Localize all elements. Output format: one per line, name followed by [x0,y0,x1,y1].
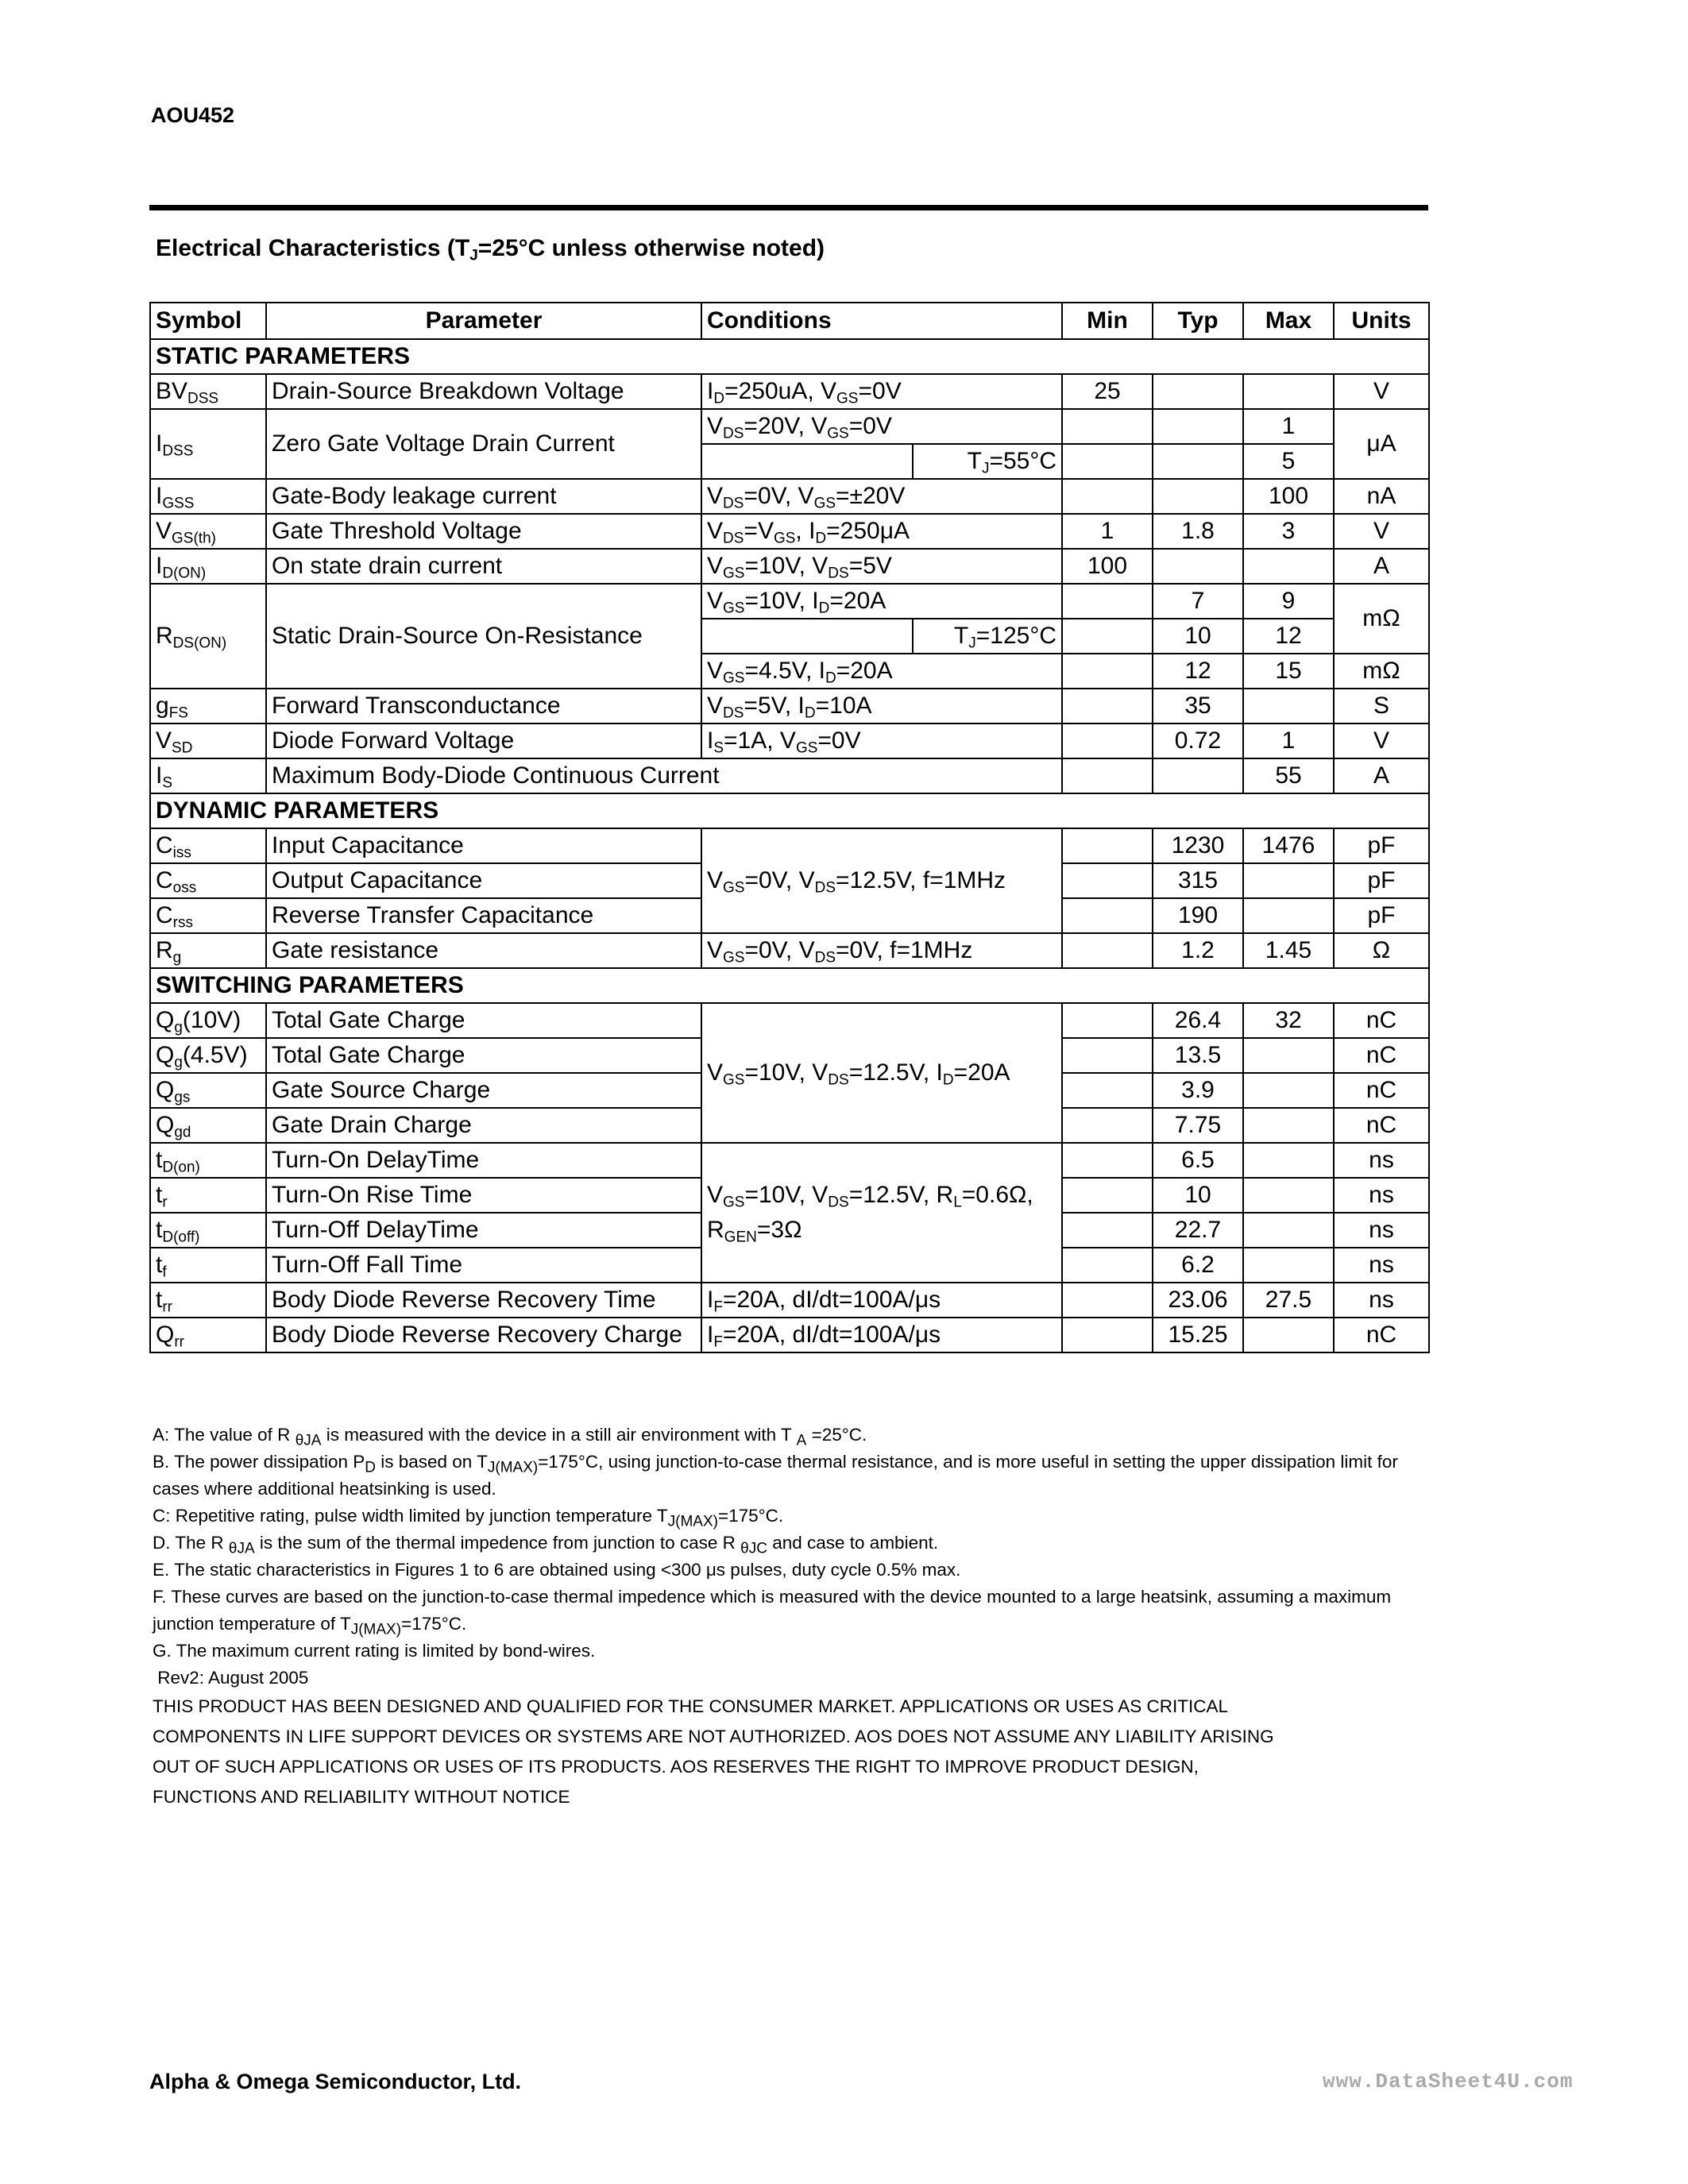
max-cell: 1 [1243,409,1334,444]
condition-cell: $I_F=20A$, dI/dt=100A/μs [701,1283,1062,1318]
section-switching: SWITCHING PARAMETERS [150,968,1429,1003]
condition-cell: $V_{GS}=10V$, $I_D=20A$ [701,584,1062,619]
min-cell [1062,1248,1153,1283]
footnote: A: The value of R $_{\theta JA}$ is measured with the device in a still air environment with T $_A$ =25°C. [153,1425,867,1449]
units-cell: nC [1334,1318,1429,1352]
parameter-cell: Total Gate Charge [266,1038,701,1073]
typ-cell: 6.5 [1153,1143,1243,1178]
disclaimer-line: THIS PRODUCT HAS BEEN DESIGNED AND QUALIFIED FOR THE CONSUMER MARKET. APPLICATIONS OR USES AS CRITICAL [153,1696,1228,1716]
max-cell [1243,1108,1334,1143]
parameter-cell: Gate Source Charge [266,1073,701,1108]
table-row [150,689,1429,723]
condition-cell [701,619,1062,654]
min-cell [1062,1283,1153,1318]
min-cell: 1 [1062,514,1153,549]
parameter-cell: Total Gate Charge [266,1003,701,1038]
min-cell [1062,1073,1153,1108]
max-cell: 3 [1243,514,1334,549]
parameter-cell: Zero Gate Voltage Drain Current [266,409,701,479]
header-units: Units [1334,303,1429,339]
max-cell [1243,863,1334,898]
typ-cell: 7.75 [1153,1108,1243,1143]
symbol-cell: $Q_{rr}$ [150,1318,266,1352]
footnote: E. The static characteristics in Figures 1 to 6 are obtained using <300 μs pulses, duty cycle 0.5% max. [153,1560,961,1580]
typ-cell: 1230 [1153,828,1243,863]
units-cell: μA [1334,409,1429,479]
max-cell: 1476 [1243,828,1334,863]
table-row [150,1003,1429,1038]
max-cell: 9 [1243,584,1334,619]
disclaimer-line: FUNCTIONS AND RELIABILITY WITHOUT NOTICE [153,1787,570,1807]
symbol-cell: $t_f$ [150,1248,266,1283]
symbol-cell: $V_{GS(th)}$ [150,514,266,549]
section-title-sub: J [469,247,478,264]
table-row [150,1283,1429,1318]
symbol-cell: $t_{rr}$ [150,1283,266,1318]
typ-cell: 315 [1153,863,1243,898]
max-cell [1243,1073,1334,1108]
units-cell: nA [1334,479,1429,514]
company-name: Alpha & Omega Semiconductor, Ltd. [149,2070,522,2093]
symbol-cell: $Q_{gd}$ [150,1108,266,1143]
footnote: F. These curves are based on the junction-to-case thermal impedence which is measured with the device mounted to a large heatsink, assuming a maximum junction temperature of $T_{J(MAX)}=175^\circ C$. [153,1587,1392,1638]
symbol-cell: $Q_g(10V)$ [150,1003,266,1038]
min-cell [1062,1143,1153,1178]
footnotes [153,1422,1423,1812]
parameter-cell: Turn-Off DelayTime [266,1213,701,1248]
typ-cell: 23.06 [1153,1283,1243,1318]
units-cell: pF [1334,898,1429,933]
units-cell: nC [1334,1108,1429,1143]
units-cell: ns [1334,1283,1429,1318]
symbol-cell: $R_g$ [150,933,266,968]
max-cell: 100 [1243,479,1334,514]
parameter-cell: Gate Drain Charge [266,1108,701,1143]
max-cell: 15 [1243,654,1334,689]
min-cell [1062,828,1153,863]
units-cell: mΩ [1334,654,1429,689]
condition-subcell: $T_J=55^\circ C$ [912,445,1061,478]
units-cell: V [1334,514,1429,549]
min-cell: 100 [1062,549,1153,584]
section-title-prefix: Electrical Characteristics (T [156,235,470,261]
parameter-cell: On state drain current [266,549,701,584]
typ-cell: 10 [1153,1178,1243,1213]
parameter-cell: Turn-Off Fall Time [266,1248,701,1283]
section-title-suffix: =25°C unless otherwise noted) [477,235,825,261]
min-cell [1062,1213,1153,1248]
symbol-cell: $C_{oss}$ [150,863,266,898]
symbol-cell: $g_{FS}$ [150,689,266,723]
units-cell: ns [1334,1248,1429,1283]
parameter-cell: Output Capacitance [266,863,701,898]
symbol-cell: $t_{D(on)}$ [150,1143,266,1178]
table-row [150,933,1429,968]
typ-cell: 10 [1153,619,1243,654]
units-cell: V [1334,723,1429,758]
parameter-cell: Forward Transconductance [266,689,701,723]
parameter-cell: Input Capacitance [266,828,701,863]
units-cell: S [1334,689,1429,723]
min-cell [1062,654,1153,689]
header-typ: Typ [1153,303,1243,339]
condition-cell [701,444,1062,479]
footnote: C: Repetitive rating, pulse width limited by junction temperature $T_{J(MAX)}=175^\circ C$. [153,1506,784,1530]
footnote: B. The power dissipation $P_D$ is based on $T_{J(MAX)}=175^\circ C$, using junction-to-case thermal resistance, and is more useful in setting the upper dissipation limit for cases where additional heatsinking is used. [153,1452,1398,1499]
condition-cell: $V_{GS}=10V$, $V_{DS}=12.5V$, $R_L=0.6\Omega$, $R_{GEN}=3\Omega$ [701,1143,1062,1283]
symbol-cell: $V_{SD}$ [150,723,266,758]
units-cell: mΩ [1334,584,1429,654]
typ-cell: 1.2 [1153,933,1243,968]
header-min: Min [1062,303,1153,339]
condition-cell: $V_{GS}=10V$, $V_{DS}=5V$ [701,549,1062,584]
parameter-cell: Diode Forward Voltage [266,723,701,758]
symbol-cell: $I_S$ [150,758,266,793]
symbol-cell: $C_{rss}$ [150,898,266,933]
max-cell: 5 [1243,444,1334,479]
condition-cell: $V_{DS}=V_{GS}$, $I_D=250\mu A$ [701,514,1062,549]
typ-cell: 12 [1153,654,1243,689]
min-cell [1062,1003,1153,1038]
symbol-cell: $BV_{DSS}$ [150,374,266,409]
symbol-cell: $t_{D(off)}$ [150,1213,266,1248]
typ-cell [1153,374,1243,409]
units-cell: A [1334,549,1429,584]
units-cell: nC [1334,1003,1429,1038]
max-cell [1243,689,1334,723]
disclaimer-line: COMPONENTS IN LIFE SUPPORT DEVICES OR SYSTEMS ARE NOT AUTHORIZED. AOS DOES NOT ASSUME ANY LIABILITY ARISING [153,1727,1274,1746]
header-parameter: Parameter [266,303,701,339]
typ-cell: 13.5 [1153,1038,1243,1073]
parameter-cell: Drain-Source Breakdown Voltage [266,374,701,409]
units-cell: ns [1334,1178,1429,1213]
condition-cell: $V_{GS}=10V$, $V_{DS}=12.5V$, $I_D=20A$ [701,1003,1062,1143]
typ-cell [1153,758,1243,793]
min-cell [1062,444,1153,479]
typ-cell: 0.72 [1153,723,1243,758]
max-cell: 32 [1243,1003,1334,1038]
parameter-cell: Gate-Body leakage current [266,479,701,514]
max-cell [1243,1038,1334,1073]
parameter-cell: Reverse Transfer Capacitance [266,898,701,933]
section-static: STATIC PARAMETERS [150,339,1429,374]
max-cell: 55 [1243,758,1334,793]
units-cell: pF [1334,828,1429,863]
max-cell: 27.5 [1243,1283,1334,1318]
typ-cell: 7 [1153,584,1243,619]
max-cell: 1 [1243,723,1334,758]
header-max: Max [1243,303,1334,339]
max-cell [1243,898,1334,933]
symbol-cell: $I_{D(ON)}$ [150,549,266,584]
typ-cell: 1.8 [1153,514,1243,549]
symbol-cell: $Q_{gs}$ [150,1073,266,1108]
table-row [150,374,1429,409]
symbol-cell: $I_{DSS}$ [150,409,266,479]
parameter-cell: Maximum Body-Diode Continuous Current [266,758,1062,793]
table-row [150,584,1429,619]
parameter-cell: Body Diode Reverse Recovery Charge [266,1318,701,1352]
max-cell [1243,1248,1334,1283]
symbol-cell: $I_{GSS}$ [150,479,266,514]
condition-cell: $I_F=20A$, dI/dt=100A/μs [701,1318,1062,1352]
part-number: AOU452 [151,103,235,127]
table-row [150,479,1429,514]
typ-cell: 6.2 [1153,1248,1243,1283]
condition-cell: $V_{GS}=4.5V$, $I_D=20A$ [701,654,1062,689]
max-cell [1243,1318,1334,1352]
parameter-cell: Gate resistance [266,933,701,968]
condition-cell: $V_{GS}=0V$, $V_{DS}=0V$, f=1MHz [701,933,1062,968]
typ-cell [1153,444,1243,479]
max-cell [1243,549,1334,584]
units-cell: A [1334,758,1429,793]
table-row [150,758,1429,793]
parameter-cell: Body Diode Reverse Recovery Time [266,1283,701,1318]
revision-note: Rev2: August 2005 [153,1668,309,1688]
min-cell [1062,1318,1153,1352]
electrical-characteristics-table [149,302,1430,1353]
min-cell [1062,933,1153,968]
min-cell [1062,584,1153,619]
table-row [150,1318,1429,1352]
section-dynamic: DYNAMIC PARAMETERS [150,793,1429,828]
min-cell [1062,689,1153,723]
symbol-cell: $R_{DS(ON)}$ [150,584,266,689]
table-row [150,514,1429,549]
units-cell: pF [1334,863,1429,898]
typ-cell: 35 [1153,689,1243,723]
table-row [150,723,1429,758]
parameter-cell: Gate Threshold Voltage [266,514,701,549]
min-cell [1062,758,1153,793]
min-cell [1062,1178,1153,1213]
condition-cell: $V_{DS}=20V$, $V_{GS}=0V$ [701,409,1062,444]
condition-cell: $I_D=250uA$, $V_{GS}=0V$ [701,374,1062,409]
max-cell [1243,374,1334,409]
section-title [156,235,825,262]
table-row [150,549,1429,584]
typ-cell [1153,549,1243,584]
condition-subcell: $T_J=125^\circ C$ [912,619,1061,653]
typ-cell: 15.25 [1153,1318,1243,1352]
symbol-cell: $t_r$ [150,1178,266,1213]
max-cell: 12 [1243,619,1334,654]
condition-cell: $V_{DS}=0V$, $V_{GS}=\pm 20V$ [701,479,1062,514]
typ-cell: 22.7 [1153,1213,1243,1248]
header-symbol: Symbol [150,303,266,339]
max-cell [1243,1213,1334,1248]
typ-cell [1153,409,1243,444]
typ-cell [1153,479,1243,514]
typ-cell: 190 [1153,898,1243,933]
min-cell: 25 [1062,374,1153,409]
typ-cell: 26.4 [1153,1003,1243,1038]
units-cell: nC [1334,1038,1429,1073]
header-conditions: Conditions [701,303,1062,339]
condition-cell: $V_{DS}=5V$, $I_D=10A$ [701,689,1062,723]
units-cell: nC [1334,1073,1429,1108]
table-row [150,1143,1429,1178]
symbol-cell: $C_{iss}$ [150,828,266,863]
condition-cell: $V_{GS}=0V$, $V_{DS}=12.5V$, f=1MHz [701,828,1062,933]
min-cell [1062,619,1153,654]
min-cell [1062,409,1153,444]
max-cell: 1.45 [1243,933,1334,968]
table-row [150,828,1429,863]
parameter-cell: Static Drain-Source On-Resistance [266,584,701,689]
units-cell: Ω [1334,933,1429,968]
units-cell: ns [1334,1213,1429,1248]
max-cell [1243,1143,1334,1178]
disclaimer-line: OUT OF SUCH APPLICATIONS OR USES OF ITS PRODUCTS. AOS RESERVES THE RIGHT TO IMPROVE PRODUCT DESIGN, [153,1757,1199,1777]
symbol-cell: $Q_g(4.5V)$ [150,1038,266,1073]
min-cell [1062,479,1153,514]
units-cell: V [1334,374,1429,409]
parameter-cell: Turn-On DelayTime [266,1143,701,1178]
parameter-cell: Turn-On Rise Time [266,1178,701,1213]
max-cell [1243,1178,1334,1213]
min-cell [1062,898,1153,933]
footnote: D. The R $_{\theta JA}$ is the sum of the thermal impedence from junction to case R $_{\theta JC}$ and case to ambient. [153,1533,939,1557]
min-cell [1062,1108,1153,1143]
min-cell [1062,1038,1153,1073]
typ-cell: 3.9 [1153,1073,1243,1108]
units-cell: ns [1334,1143,1429,1178]
header-row [150,303,1429,339]
condition-cell: $I_S=1A$, $V_{GS}=0V$ [701,723,1062,758]
min-cell [1062,863,1153,898]
table-row [150,409,1429,444]
watermark: www.DataSheet4U.com [1323,2070,1574,2093]
header-rule [149,205,1428,210]
footnote: G. The maximum current rating is limited by bond-wires. [153,1641,596,1661]
min-cell [1062,723,1153,758]
